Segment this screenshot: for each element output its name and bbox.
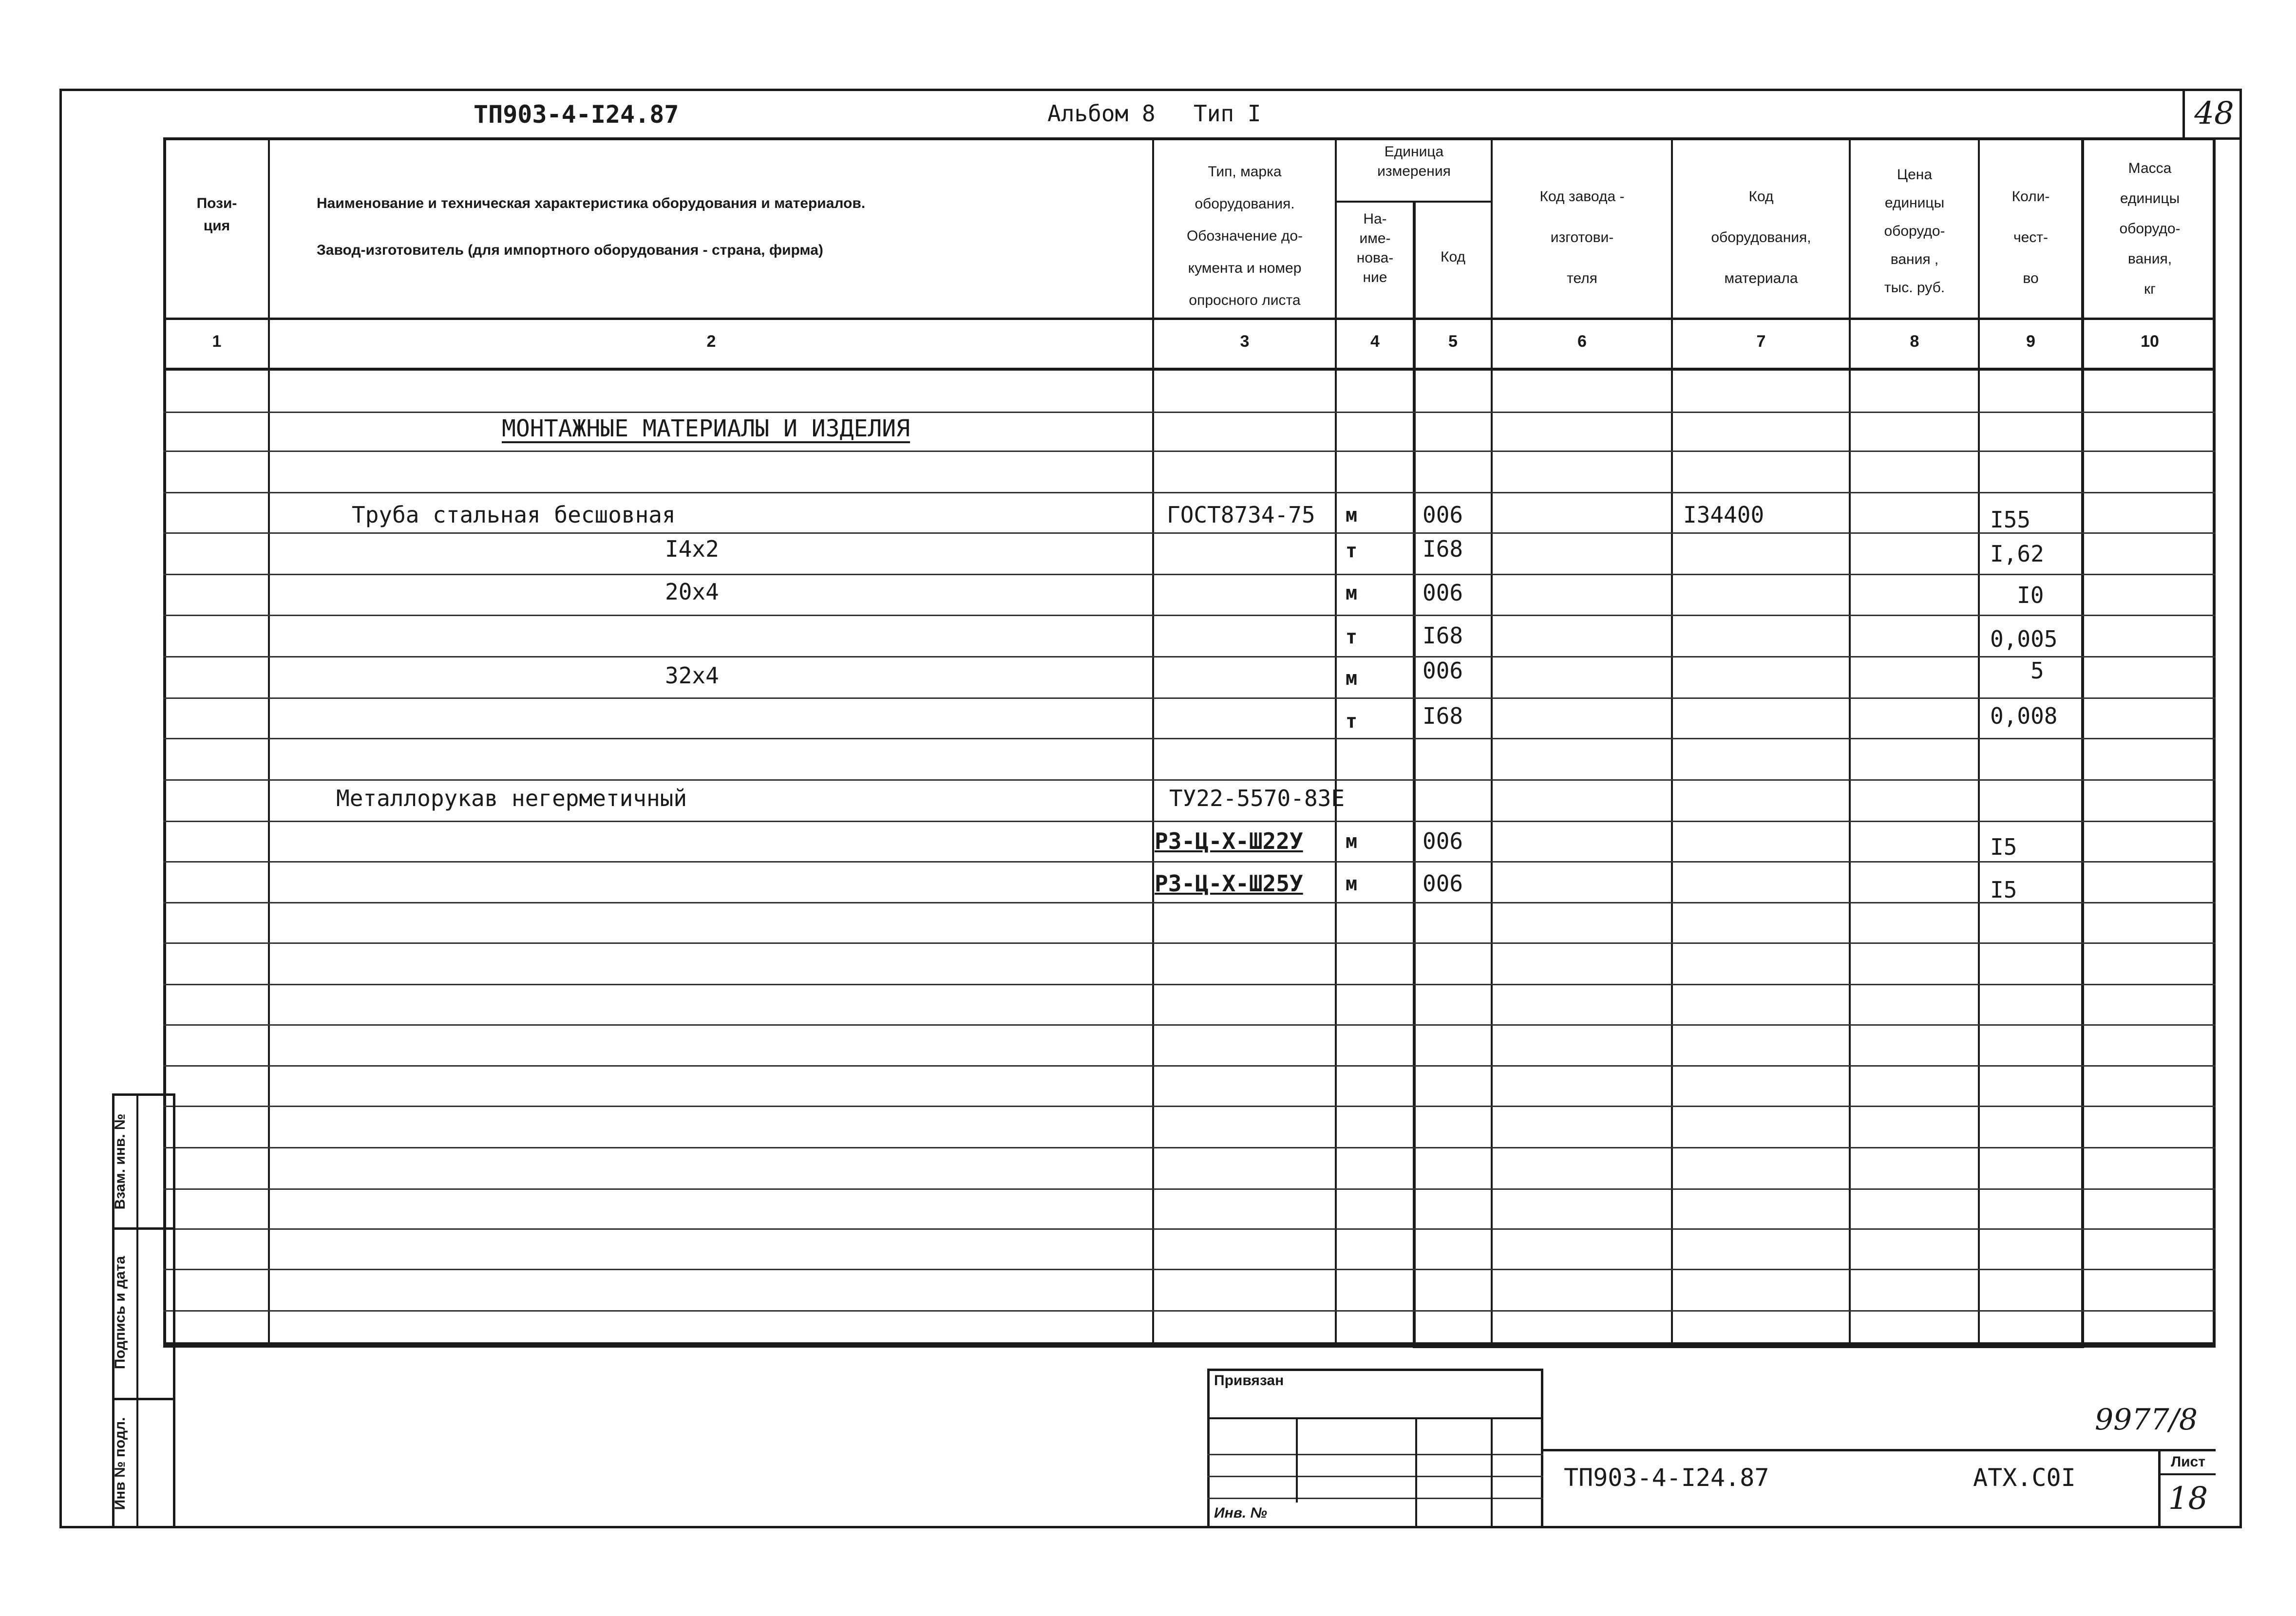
header-factory-code: Код завода - изготови- теля	[1539, 188, 1625, 286]
row-line	[163, 1147, 2216, 1148]
linked-block	[1207, 1369, 1543, 1528]
row-8-code: 006	[1423, 828, 1463, 854]
footer-doc-code: ТП903-4-І24.87	[1564, 1464, 1769, 1492]
colnum-10: 10	[2141, 332, 2159, 351]
footer-order-number: 9977/8	[2095, 1403, 2198, 1437]
row-6-unit: т	[1346, 710, 1358, 733]
bottom-band-line	[163, 1345, 2216, 1348]
colnum-5: 5	[1448, 332, 1458, 351]
row-line	[163, 412, 2216, 413]
header-type: Тип, марка оборудования. Обозначение до- кумента и номер опросного листа	[1186, 164, 1303, 308]
header-unit-name: На- име- нова- ние	[1356, 211, 1394, 285]
row-4-code: І68	[1423, 622, 1463, 649]
row-line	[163, 902, 2216, 903]
header-doc-code: ТП903-4-І24.87	[474, 100, 679, 129]
row-8-type: РЗ-Ц-Х-Ш22У	[1155, 828, 1303, 854]
colnum-9: 9	[2026, 332, 2035, 351]
page-number: 48	[2194, 95, 2234, 132]
header-position: Пози- ция	[196, 195, 237, 234]
row-1-material-code: І34400	[1683, 502, 1765, 528]
qty-bracket-top	[1413, 368, 2084, 371]
row-line	[163, 451, 2216, 452]
row-1-name: Труба стальная бесшовная	[352, 502, 676, 528]
row-2-unit: т	[1346, 540, 1358, 562]
row-1-type: ГОСТ8734-75	[1167, 502, 1315, 528]
sheet-number: 18	[2168, 1481, 2208, 1517]
header-unit-code: Код	[1440, 249, 1465, 265]
row-line	[163, 656, 2216, 658]
row-line	[163, 821, 2216, 822]
row-9-qty: І5	[1990, 877, 2017, 903]
row-3-qty: І0	[2017, 582, 2044, 608]
row-line	[163, 1106, 2216, 1107]
colnum-3: 3	[1240, 332, 1250, 351]
header-material-code: Код оборудования, материала	[1711, 188, 1811, 286]
row-line	[163, 779, 2216, 781]
side-stamp-inv: Инв № подл.	[112, 1417, 128, 1510]
title-block-top	[1543, 1449, 2216, 1451]
row-4-unit: т	[1346, 626, 1358, 648]
row-4-qty: 0,005	[1990, 626, 2058, 652]
linked-block-col	[1491, 1417, 1493, 1528]
row-line	[163, 1188, 2216, 1190]
row-3-name: 20х4	[665, 579, 719, 605]
colnum-8: 8	[1910, 332, 1919, 351]
row-line	[163, 1228, 2216, 1230]
linked-block-col	[1296, 1417, 1298, 1503]
colnum-6: 6	[1577, 332, 1587, 351]
row-line	[163, 1065, 2216, 1067]
col-line-9	[2081, 137, 2084, 1345]
linked-block-row	[1207, 1476, 1543, 1477]
sheet-label: Лист	[2171, 1454, 2205, 1470]
row-line	[163, 1024, 2216, 1026]
row-9-type: РЗ-Ц-Х-Ш25У	[1155, 870, 1303, 897]
linked-block-col	[1415, 1417, 1417, 1528]
header-unit: Единица измерения	[1377, 144, 1451, 179]
row-7-name: Металлорукав негерметичный	[336, 785, 687, 811]
row-2-code: І68	[1423, 536, 1463, 562]
sheet-box-sep	[2158, 1473, 2216, 1475]
header-type: Тип І	[1194, 100, 1261, 127]
row-line	[163, 615, 2216, 616]
row-1-code: 006	[1423, 502, 1463, 528]
row-8-qty: І5	[1990, 834, 2017, 860]
col-line-8	[1978, 137, 1980, 1345]
linked-label: Привязан	[1214, 1372, 1284, 1389]
row-line	[163, 697, 2216, 699]
row-line	[163, 1269, 2216, 1270]
col-line-6	[1671, 137, 1673, 1345]
inv-label: Инв. №	[1214, 1505, 1267, 1521]
colnum-4: 4	[1370, 332, 1380, 351]
row-line	[163, 492, 2216, 493]
linked-block-row	[1207, 1454, 1543, 1455]
side-stamp-divider	[136, 1093, 138, 1528]
col-line-1	[268, 137, 270, 1345]
col-line-5	[1491, 137, 1493, 1345]
footer-sheet-code: АТХ.С0І	[1973, 1464, 2076, 1492]
header-separator	[163, 318, 2216, 320]
row-line	[163, 574, 2216, 575]
row-2-qty: І,62	[1990, 541, 2044, 567]
row-1-unit: м	[1346, 504, 1358, 526]
side-stamp-replace: Взам. инв. №	[112, 1113, 128, 1210]
col-line-7	[1849, 137, 1851, 1345]
col-line-2	[1152, 137, 1154, 1345]
row-2-name: І4х2	[665, 536, 719, 562]
row-1-qty: І55	[1990, 507, 2031, 533]
row-5-code: 006	[1423, 658, 1463, 684]
row-line	[163, 738, 2216, 739]
row-line	[163, 942, 2216, 944]
row-6-qty: 0,008	[1990, 703, 2058, 729]
header-name: Наименование и техническая характеристика оборудования и материалов. Завод-изготовитель (для импортного оборудования - страна, фирма)	[317, 195, 866, 258]
row-3-unit: м	[1346, 582, 1358, 604]
row-3-code: 006	[1423, 580, 1463, 606]
row-5-qty: 5	[2030, 658, 2044, 684]
header-quantity: Коли- чест- во	[2011, 188, 2050, 286]
colnum-7: 7	[1756, 332, 1766, 351]
row-5-name: 32х4	[665, 662, 719, 689]
linked-block-sep	[1207, 1417, 1543, 1419]
row-7-type: ТУ22-5570-83Е	[1169, 785, 1345, 811]
row-line	[163, 1310, 2216, 1312]
col-line-3	[1335, 137, 1337, 1345]
row-line	[163, 532, 2216, 534]
section-title: МОНТАЖНЫЕ МАТЕРИАЛЫ И ИЗДЕЛИЯ	[502, 415, 911, 442]
row-6-code: І68	[1423, 703, 1463, 729]
side-stamp-signature: Подпись и дата	[112, 1256, 128, 1370]
colnum-2: 2	[706, 332, 716, 351]
row-5-unit: м	[1346, 667, 1358, 690]
row-9-unit: м	[1346, 873, 1358, 895]
header-mass: Масса единицы оборудо- вания, кг	[2119, 160, 2181, 297]
header-price: Цена единицы оборудо- вания , тыс. руб.	[1884, 167, 1945, 296]
col-line-4	[1413, 201, 1416, 1345]
row-9-code: 006	[1423, 870, 1463, 897]
row-line	[163, 984, 2216, 985]
colnum-1: 1	[212, 332, 222, 351]
linked-block-row	[1207, 1498, 1543, 1499]
row-line	[163, 861, 2216, 863]
row-8-unit: м	[1346, 830, 1358, 853]
header-album: Альбом 8	[1047, 100, 1156, 127]
